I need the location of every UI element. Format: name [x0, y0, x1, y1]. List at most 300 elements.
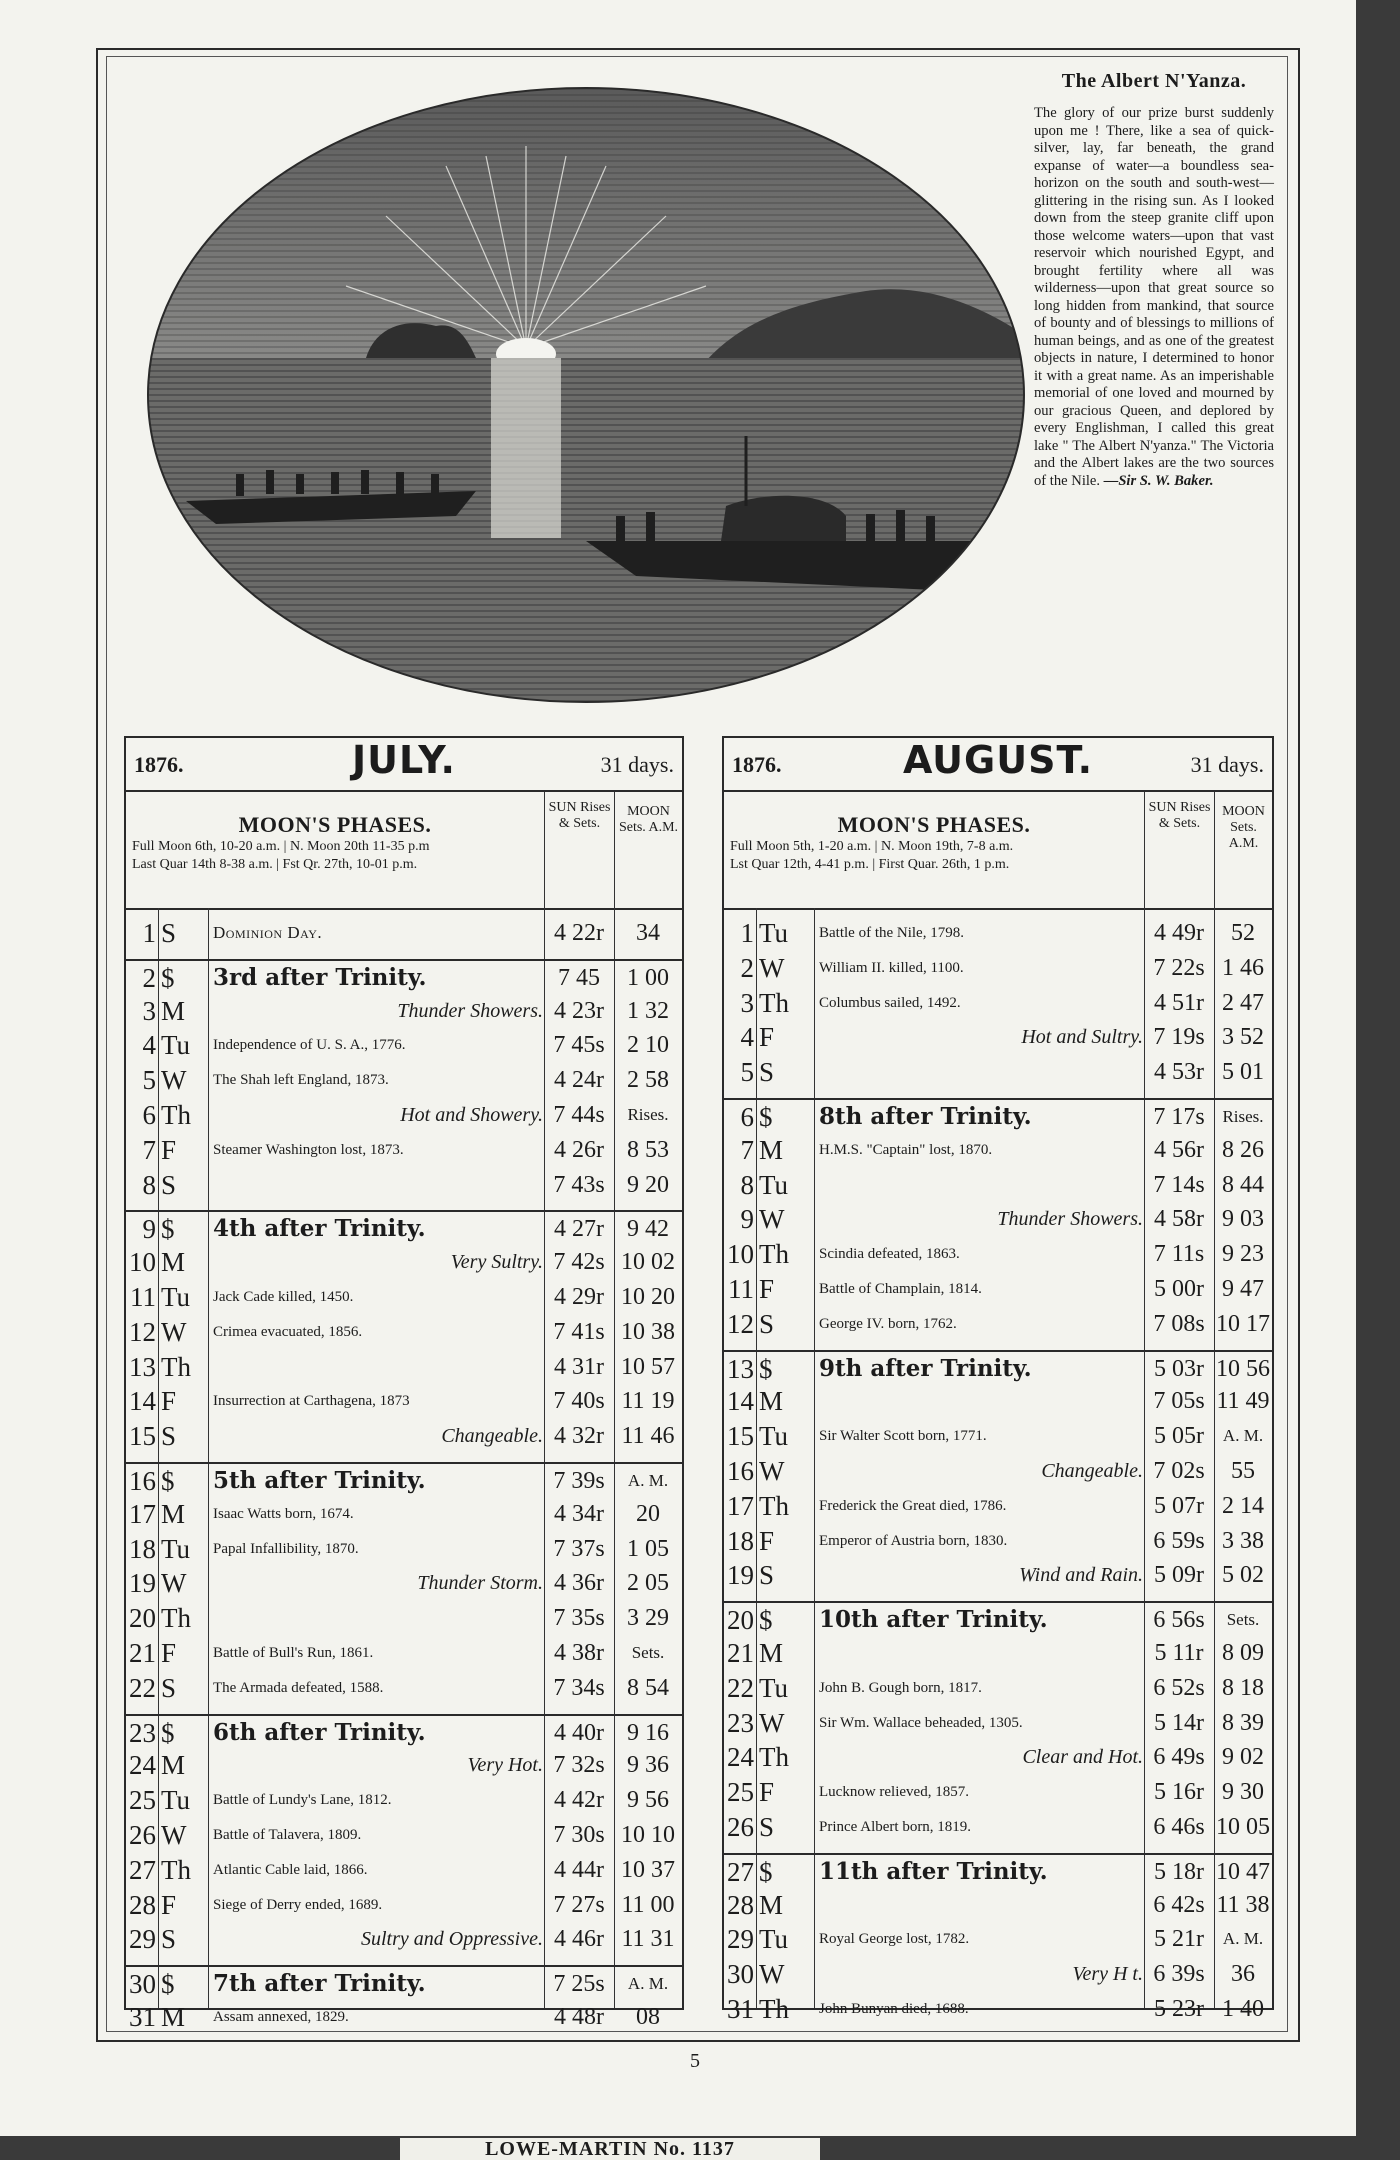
day-event: H.M.S. "Captain" lost, 1870.	[819, 1141, 993, 1158]
day-row	[724, 1922, 1272, 1956]
month-days-count: 31 days.	[1190, 752, 1264, 777]
weekday: S	[161, 1672, 177, 1703]
moon-time: A. M.	[627, 1471, 669, 1490]
moon-time: 1 46	[1222, 954, 1264, 981]
day-number: 2	[740, 952, 754, 983]
weekday: Th	[759, 1994, 789, 2024]
day-number: 1	[142, 918, 156, 948]
weekday: F	[759, 1777, 775, 1808]
weekday: S	[161, 918, 177, 948]
day-event: Thunder Showers.	[397, 999, 543, 1022]
day-row	[126, 1671, 682, 1705]
sun-time: 7 17s	[1153, 1104, 1205, 1130]
moon-time: 9 47	[1222, 1276, 1264, 1302]
day-event: Sir Walter Scott born, 1771.	[819, 1428, 987, 1445]
weekday: Tu	[759, 1169, 789, 1200]
day-event: Changeable.	[1041, 1460, 1143, 1482]
story-title: The Albert N'Yanza.	[1061, 70, 1247, 92]
moon-time: 1 05	[627, 1535, 669, 1562]
day-row	[724, 1454, 1272, 1488]
sun-time: 4 22r	[554, 920, 604, 946]
day-number: 14	[727, 1386, 754, 1417]
month-header	[126, 738, 682, 792]
story-column	[1034, 70, 1274, 490]
month-header	[724, 738, 1272, 792]
day-row	[126, 1888, 682, 1922]
day-number: 7	[740, 1134, 754, 1165]
day-number: 15	[129, 1421, 156, 1452]
moon-time: 10 20	[621, 1284, 675, 1310]
day-number: 1	[740, 918, 754, 948]
moon-time: 9 56	[627, 1787, 669, 1814]
day-event: 4th after Trinity.	[213, 1215, 426, 1243]
weekday: Th	[161, 1100, 191, 1130]
sun-time: 7 41s	[553, 1318, 605, 1345]
day-event: William II. killed, 1100.	[819, 959, 964, 976]
day-event: Atlantic Cable laid, 1866.	[213, 1861, 368, 1878]
sun-time: 4 44r	[554, 1856, 604, 1883]
day-row	[126, 959, 682, 995]
day-row	[126, 2000, 682, 2034]
days-table	[724, 908, 1272, 2024]
moon-time: 9 16	[627, 1719, 669, 1746]
day-row	[126, 1419, 682, 1453]
moon-time: 2 10	[627, 1032, 669, 1059]
day-row	[724, 1055, 1272, 1089]
day-row	[724, 1020, 1272, 1054]
moon-time: 11 31	[621, 1926, 675, 1953]
sun-time: 4 40r	[554, 1719, 604, 1746]
day-number: 28	[129, 1889, 156, 1920]
day-row	[724, 1489, 1272, 1523]
moon-time: 2 58	[627, 1067, 669, 1094]
moon-time: 2 14	[1222, 1492, 1264, 1519]
weekday: S	[759, 1560, 775, 1591]
moon-time: 10 37	[621, 1856, 675, 1883]
moon-phase-line: Full Moon 6th, 10-20 a.m. | N. Moon 20th 11-35 p.m	[132, 839, 430, 854]
story-author: —Sir S. W. Baker.	[1103, 472, 1214, 489]
day-number: 9	[740, 1204, 754, 1235]
moon-time: A. M.	[1222, 1426, 1264, 1446]
weekday: F	[161, 1889, 177, 1920]
day-number: 30	[727, 1959, 754, 1990]
moon-time: 8 39	[1222, 1709, 1264, 1736]
day-event: 5th after Trinity.	[213, 1467, 426, 1494]
weekday: $	[161, 1717, 175, 1748]
sun-column-header: SUN Rises & Sets.	[544, 792, 614, 908]
weekday: Th	[161, 1854, 191, 1885]
sun-time: 5 05r	[1154, 1423, 1204, 1450]
days-table	[126, 908, 682, 2032]
sun-time: 5 09r	[1154, 1562, 1204, 1589]
day-event: Crimea evacuated, 1856.	[213, 1323, 363, 1340]
sun-time: 7 34s	[553, 1674, 605, 1701]
sun-time: 4 32r	[554, 1423, 604, 1450]
sun-time: 6 52s	[1153, 1674, 1205, 1701]
day-number: 7	[142, 1134, 156, 1165]
weekday: S	[161, 1924, 177, 1955]
day-event: Hot and Sultry.	[1021, 1026, 1143, 1049]
sun-time: 7 27s	[553, 1891, 605, 1918]
day-number: 17	[129, 1498, 156, 1529]
sun-time: 4 51r	[1154, 989, 1204, 1016]
day-number: 23	[727, 1707, 754, 1738]
day-row	[724, 1202, 1272, 1236]
moon-time: 9 20	[627, 1171, 669, 1198]
day-row	[126, 1748, 682, 1782]
sun-time: 7 35s	[553, 1605, 605, 1632]
moon-time: 3 52	[1222, 1024, 1264, 1051]
moon-time: 5 02	[1222, 1562, 1264, 1589]
weekday: M	[759, 1386, 784, 1417]
day-event: Sir Wm. Wallace beheaded, 1305.	[819, 1714, 1023, 1731]
day-row	[126, 1098, 682, 1132]
day-row	[126, 994, 682, 1028]
moon-time: 9 30	[1222, 1779, 1264, 1806]
day-event: Changeable.	[441, 1425, 543, 1448]
day-row	[724, 1636, 1272, 1670]
moon-time: 20	[636, 1500, 660, 1527]
day-row	[126, 1350, 682, 1384]
sun-time: 7 30s	[553, 1822, 605, 1848]
day-event: Isaac Watts born, 1674.	[213, 1505, 354, 1522]
day-number: 8	[142, 1169, 156, 1200]
weekday: Tu	[161, 1030, 191, 1061]
sun-time: 4 34r	[554, 1500, 604, 1527]
day-number: 4	[142, 1030, 156, 1061]
moon-time: 1 40	[1222, 1996, 1264, 2022]
sun-time: 6 46s	[1153, 1814, 1205, 1840]
moon-time: 36	[1231, 1961, 1255, 1988]
sun-time: 7 45	[558, 964, 600, 991]
day-event: Siege of Derry ended, 1689.	[213, 1896, 383, 1913]
weekday: Th	[161, 1351, 191, 1382]
day-row	[126, 1280, 682, 1314]
moon-time: 11 38	[1216, 1891, 1270, 1918]
weekday: F	[759, 1525, 775, 1556]
day-number: 27	[727, 1856, 754, 1887]
day-row	[126, 1601, 682, 1635]
day-event: Very Sultry.	[450, 1251, 543, 1274]
day-event: Dominion Day.	[213, 923, 323, 942]
weekday: F	[161, 1134, 177, 1165]
moon-time: A. M.	[627, 1974, 669, 1994]
day-row	[724, 1558, 1272, 1592]
sun-time: 5 07r	[1154, 1492, 1204, 1519]
moon-phase-line: Last Quar 14th 8-38 a.m. | Fst Qr. 27th, 10-01 p.m.	[132, 857, 418, 872]
month-year: 1876.	[134, 752, 184, 777]
day-number: 21	[129, 1638, 156, 1668]
day-row	[126, 1566, 682, 1600]
moon-time: 10 47	[1216, 1858, 1270, 1885]
day-event: Frederick the Great died, 1786.	[819, 1497, 1007, 1514]
day-number: 10	[727, 1239, 754, 1270]
sun-time: 7 40s	[553, 1388, 605, 1415]
moon-time: 9 02	[1222, 1744, 1264, 1771]
day-number: 4	[740, 1022, 754, 1053]
day-event: John B. Gough born, 1817.	[819, 1679, 982, 1696]
day-row	[724, 1888, 1272, 1922]
day-event: Sultry and Oppressive.	[360, 1928, 543, 1951]
moon-time: 8 53	[627, 1136, 669, 1163]
day-row	[126, 1497, 682, 1531]
moon-time: 10 10	[621, 1822, 675, 1848]
weekday: M	[759, 1889, 784, 1920]
sun-time: 5 11r	[1154, 1640, 1204, 1666]
day-event: Wind and Rain.	[1019, 1564, 1143, 1587]
day-row	[724, 1706, 1272, 1740]
day-row	[126, 1028, 682, 1062]
day-row	[126, 916, 682, 950]
moon-time: 9 36	[627, 1752, 669, 1779]
day-event: The Shah left England, 1873.	[213, 1072, 389, 1089]
day-number: 17	[727, 1490, 754, 1521]
day-number: 25	[727, 1777, 754, 1808]
weekday: Th	[759, 1490, 789, 1521]
day-number: 30	[129, 1969, 156, 2000]
weekday: W	[759, 1707, 785, 1738]
sun-time: 4 24r	[554, 1067, 604, 1094]
day-event: 3rd after Trinity.	[213, 963, 427, 991]
day-number: 5	[740, 1057, 754, 1088]
sun-time: 7 14s	[1153, 1171, 1205, 1198]
day-event: Royal George lost, 1782.	[819, 1931, 970, 1948]
moon-time: 10 38	[621, 1318, 675, 1345]
moon-time: 3 38	[1222, 1527, 1264, 1554]
day-row	[126, 1965, 682, 2001]
day-number: 21	[727, 1638, 754, 1668]
moon-time: 9 03	[1222, 1206, 1264, 1233]
month-name: AUGUST.	[902, 738, 1094, 782]
weekday: $	[759, 1856, 773, 1887]
day-number: 5	[142, 1065, 156, 1096]
sun-time: 6 39s	[1153, 1961, 1205, 1988]
weekday: W	[759, 1456, 785, 1486]
day-event: Battle of Champlain, 1814.	[819, 1281, 982, 1297]
day-row	[126, 1714, 682, 1750]
day-row	[724, 1133, 1272, 1167]
day-number: 31	[727, 1994, 754, 2024]
footer-imprint: LOWE-MARTIN No. 1137	[485, 2138, 735, 2160]
sun-time: 5 18r	[1154, 1858, 1204, 1885]
day-row	[724, 1307, 1272, 1341]
sun-time: 4 23r	[554, 997, 604, 1024]
sun-time: 7 11s	[1153, 1241, 1205, 1268]
day-row	[724, 1384, 1272, 1418]
weekday: F	[759, 1274, 775, 1304]
day-row	[724, 1350, 1272, 1386]
weekday: W	[759, 1959, 785, 1990]
sun-time: 4 56r	[1154, 1136, 1204, 1163]
day-event: Steamer Washington lost, 1873.	[213, 1141, 404, 1158]
sun-time: 5 03r	[1154, 1355, 1204, 1382]
moon-time: 11 46	[621, 1423, 675, 1450]
moon-time: 8 09	[1222, 1640, 1264, 1666]
weekday: S	[759, 1812, 775, 1842]
sun-time: 4 58r	[1154, 1206, 1204, 1233]
day-number: 19	[129, 1568, 156, 1599]
moon-time: 9 23	[1222, 1241, 1264, 1268]
day-number: 31	[129, 2002, 156, 2032]
day-row	[126, 1636, 682, 1670]
day-event: Battle of Lundy's Lane, 1812.	[213, 1792, 392, 1809]
weekday: S	[161, 1169, 177, 1200]
moon-time: Sets.	[1226, 1610, 1260, 1630]
moon-phases-title: MOON'S PHASES.	[238, 812, 432, 837]
day-row	[724, 1419, 1272, 1453]
day-row	[126, 1922, 682, 1956]
weekday: Th	[759, 987, 789, 1018]
day-row	[724, 1237, 1272, 1271]
month-name: JULY.	[352, 738, 456, 782]
moon-time: 08	[636, 2004, 660, 2030]
day-number: 11	[728, 1274, 754, 1304]
weekday: Th	[759, 1742, 789, 1773]
sun-time: 5 23r	[1154, 1996, 1204, 2022]
day-number: 3	[740, 987, 754, 1018]
day-event: Columbus sailed, 1492.	[819, 994, 961, 1011]
day-number: 16	[727, 1456, 754, 1486]
day-row	[724, 1098, 1272, 1134]
sun-time: 4 49r	[1154, 920, 1204, 946]
day-number: 13	[727, 1353, 754, 1384]
sun-time: 7 44s	[553, 1102, 605, 1128]
day-row	[724, 1992, 1272, 2026]
day-event: 6th after Trinity.	[213, 1718, 426, 1746]
moon-time: 8 44	[1222, 1171, 1264, 1198]
day-number: 19	[727, 1560, 754, 1591]
sun-time: 7 22s	[1153, 954, 1205, 981]
sun-time: 4 53r	[1154, 1059, 1204, 1086]
sun-time: 7 45s	[553, 1032, 605, 1059]
day-number: 24	[727, 1742, 754, 1773]
sun-time: 4 31r	[554, 1353, 604, 1380]
day-number: 15	[727, 1421, 754, 1452]
moon-phases-title: MOON'S PHASES.	[837, 812, 1031, 837]
day-number: 22	[727, 1672, 754, 1703]
day-row	[724, 1810, 1272, 1844]
day-event: Insurrection at Carthagena, 1873	[213, 1393, 410, 1410]
day-row	[724, 1853, 1272, 1889]
moon-time: 10 56	[1216, 1355, 1270, 1382]
day-row	[724, 1272, 1272, 1306]
sun-time: 4 46r	[554, 1926, 604, 1953]
weekday: F	[161, 1386, 177, 1417]
day-event: Emperor of Austria born, 1830.	[819, 1532, 1008, 1549]
moon-time: 10 02	[621, 1249, 675, 1276]
day-number: 29	[129, 1924, 156, 1955]
sun-time: 4 36r	[554, 1570, 604, 1597]
moon-time: 2 05	[627, 1570, 669, 1597]
sun-time: 4 27r	[554, 1216, 604, 1243]
day-number: 20	[727, 1605, 754, 1636]
day-number: 14	[129, 1386, 156, 1417]
day-number: 27	[129, 1854, 156, 1885]
weekday: W	[759, 952, 785, 983]
day-row	[724, 1775, 1272, 1809]
sun-time: 7 05s	[1153, 1388, 1205, 1415]
month-days-count: 31 days.	[600, 752, 674, 777]
weekday: W	[759, 1204, 785, 1235]
day-event: Assam annexed, 1829.	[213, 2009, 349, 2025]
day-event: 8th after Trinity.	[819, 1103, 1032, 1130]
day-row	[724, 916, 1272, 950]
weekday: W	[161, 1568, 187, 1599]
sun-time: 7 02s	[1153, 1458, 1205, 1484]
weekday: S	[161, 1421, 177, 1452]
day-number: 18	[129, 1533, 156, 1564]
weekday: W	[161, 1065, 187, 1096]
day-event: Hot and Showery.	[400, 1104, 543, 1126]
moon-time: A. M.	[1222, 1929, 1264, 1949]
moon-time: 11 00	[621, 1891, 675, 1918]
day-number: 22	[129, 1672, 156, 1703]
moon-time: 10 05	[1216, 1814, 1270, 1840]
moon-time: Sets.	[631, 1643, 665, 1662]
day-number: 18	[727, 1525, 754, 1556]
weekday: M	[161, 1498, 186, 1529]
story-text	[1034, 105, 1274, 490]
sun-time: 5 21r	[1154, 1926, 1204, 1953]
moon-time: 11 49	[1216, 1388, 1270, 1415]
day-number: 16	[129, 1466, 156, 1496]
sun-time: 7 37s	[553, 1535, 605, 1562]
day-event: Lucknow relieved, 1857.	[819, 1784, 969, 1801]
day-row	[724, 951, 1272, 985]
day-event: Jack Cade killed, 1450.	[213, 1289, 354, 1305]
sun-time: 6 56s	[1153, 1607, 1205, 1634]
sun-time: 5 16r	[1154, 1779, 1204, 1806]
day-row	[126, 1384, 682, 1418]
moon-time: 10 57	[621, 1353, 675, 1380]
sun-time: 7 25s	[553, 1971, 605, 1998]
weekday: S	[759, 1308, 775, 1339]
moon-time: 1 32	[627, 997, 669, 1024]
day-event: George IV. born, 1762.	[819, 1315, 957, 1332]
sun-time: 5 14r	[1154, 1709, 1204, 1736]
day-number: 23	[129, 1717, 156, 1748]
moon-phases-header	[126, 792, 682, 910]
sun-time: 6 49s	[1153, 1744, 1205, 1771]
weekday: Tu	[161, 1785, 191, 1816]
lake-engraving-illustration	[146, 86, 1026, 704]
day-event: Very Hot.	[467, 1754, 543, 1777]
sun-time: 4 29r	[554, 1284, 604, 1310]
moon-time: 10 17	[1216, 1310, 1270, 1337]
weekday: $	[759, 1353, 773, 1384]
moon-time: 8 54	[627, 1674, 669, 1701]
moon-time: 5 01	[1222, 1059, 1264, 1086]
month-year: 1876.	[732, 752, 782, 777]
weekday: M	[161, 2002, 186, 2032]
day-event: The Armada defeated, 1588.	[213, 1679, 384, 1696]
day-row	[126, 1462, 682, 1498]
day-row	[126, 1818, 682, 1852]
day-event: Papal Infallibility, 1870.	[213, 1540, 359, 1557]
sun-time: 7 42s	[553, 1249, 605, 1276]
weekday: $	[161, 1466, 175, 1496]
weekday: M	[161, 1750, 186, 1781]
day-event: Very H t.	[1072, 1963, 1143, 1986]
sun-column-header: SUN Rises & Sets.	[1144, 792, 1214, 908]
moon-time: 9 42	[627, 1216, 669, 1243]
day-row	[126, 1168, 682, 1202]
day-row	[126, 1063, 682, 1097]
moon-time: 55	[1231, 1458, 1255, 1484]
sun-time: 6 59s	[1153, 1527, 1205, 1554]
day-row	[724, 1957, 1272, 1991]
sun-time: 6 42s	[1153, 1891, 1205, 1918]
